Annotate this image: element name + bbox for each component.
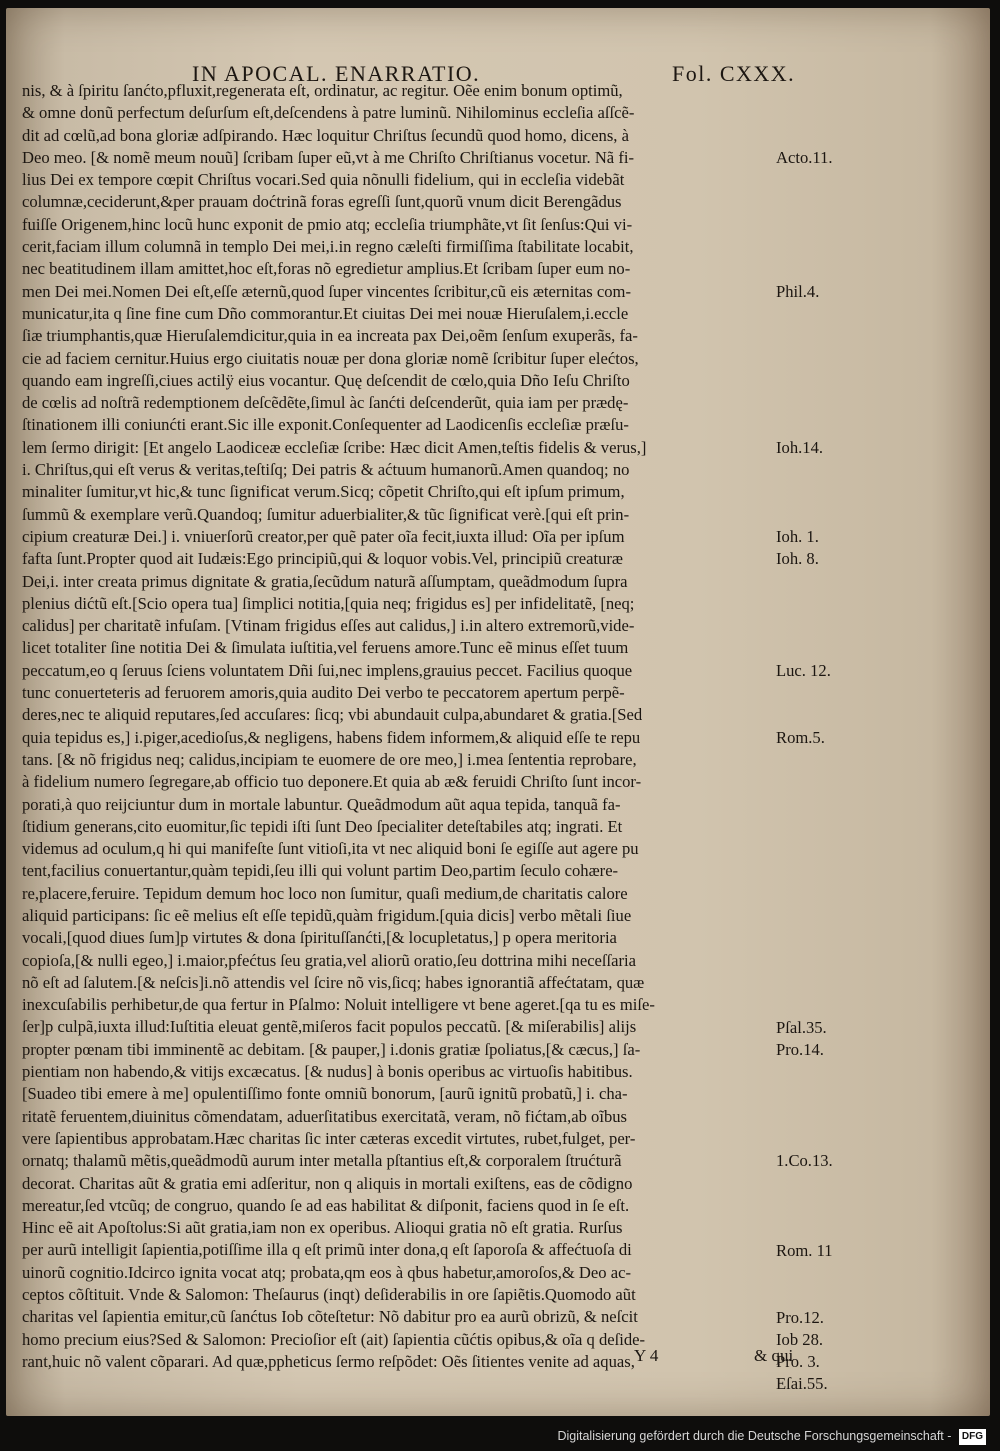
text-line: cerit,faciam illum columnã in templo Dei mei,i.in regno cæleſti firmiſſima ſtabilitate locabit, bbox=[22, 237, 634, 257]
text-line: inexcuſabilis perhibetur,de qua fertur in Pſalmo: Noluit intelligere vt bene ageret.[qa tu es miſe- bbox=[22, 995, 655, 1015]
text-line: ſiæ triumphantis,quæ Hieruſalemdicitur,quia in ea increata pax Dei,oẽm ſenſum exuperãs, fa- bbox=[22, 326, 638, 346]
marginal-note: Ioh. 8. bbox=[776, 549, 819, 569]
text-line: Dei,i. inter creata primus dignitate & gratia,ſecũdum naturã aſſumptam, queãdmodum ſupra bbox=[22, 571, 628, 591]
text-line: copioſa,[& nulli egeo,] i.maior,pfećtus ſeu gratia,vel aliorũ oratio,ſeu dottrina mihi neceſſaria bbox=[22, 950, 637, 970]
text-line: quia tepidus es,] i.piger,acedioſus,& negligens, habens fidem informem,& aliquid eſſe te repu bbox=[22, 727, 641, 747]
text-line: fuiſſe Origenem,hinc locũ hunc exponit de pmio atq; eccleſia triumphãte,vt ſit ſenſus:Qui vi- bbox=[22, 214, 633, 234]
catchword: & qui bbox=[754, 1346, 794, 1365]
marginal-note: Phil.4. bbox=[776, 281, 820, 301]
text-line: licet totaliter ſine notitia Dei & ſimulata iuſtitia,vel feruens amore.Tunc eẽ minus eſſet tuum bbox=[22, 638, 629, 658]
running-title: IN APOCAL. ENARRATIO. bbox=[192, 61, 481, 86]
text-line: Deo meo. [& nomẽ meum nouũ] ſcribam ſuper eũ,vt à me Chriſto Chriſtianus vocetur. Nã fi- bbox=[22, 147, 634, 167]
marginal-note: Acto.11. bbox=[776, 147, 833, 167]
text-line: ritatẽ feruentem,diuinitus cõmendatam, aduerſitatibus exercitatã, veram, nõ fićtam,ab oĩbus bbox=[22, 1106, 627, 1126]
text-line: plenius dićtũ eſt.[Scio opera tua] ſimplici notitia,[quia neq; frigidus es] per infidelitatẽ, [neq; bbox=[22, 593, 635, 613]
marginal-note: Iob 28. bbox=[776, 1329, 824, 1349]
text-line: tent,facilius conuertantur,quàm tepidi,ſeu illi qui volunt partim Deo,partim ſeculo cohære- bbox=[22, 861, 619, 881]
text-line: ſummũ & exemplare verũ.Quandoq; ſumitur aduerbialiter,& tũc ſignificat verè.[qui eſt prin- bbox=[22, 504, 630, 524]
marginal-note: Pro.14. bbox=[776, 1039, 824, 1059]
text-line: nec beatitudinem illam amittet,hoc eſt,foras nõ egredietur amplius.Et ſcribam ſuper eum no- bbox=[22, 259, 631, 279]
text-line: per aurũ intelligit ſapientia,potiſſime illa q eſt primũ inter dona,q eſt ſaporoſa & affećtuoſa di bbox=[22, 1240, 632, 1260]
text-line: aliquid participans: ſic eẽ melius eſt eſſe tepidũ,quàm frigidum.[quia dicis] verbo mẽtali ſiue bbox=[22, 905, 632, 925]
marginal-note: Pro.12. bbox=[776, 1307, 824, 1327]
text-line: [Suadeo tibi emere à me] opulentiſſimo fonte omniũ bonorum, [aurũ ignitũ probatũ,] i. cha- bbox=[22, 1084, 628, 1104]
text-line: calidus] per charitatẽ infuſam. [Vtinam frigidus eſſes aut calidus,] i.in altero extremorũ,vide- bbox=[22, 616, 635, 636]
text-line: cipium creaturæ Dei.] i. vniuerſorũ creator,per quẽ pater oĩa fecit,iuxta illud: Oĩa per ipſum bbox=[22, 526, 625, 546]
text-line: vere ſapientibus approbatam.Hæc charitas ſic inter cæteras excedit virtutes, rubet,fulget, per- bbox=[22, 1128, 636, 1148]
text-line: peccatum,eo q ſeruus ſciens voluntatem Dñi ſui,nec implens,grauius peccet. Facilius quoque bbox=[22, 660, 633, 680]
text-line: municatur,ita q ſine fine cum Dño commorantur.Et ciuitas Dei mei nouæ Hieruſalem,i.eccle bbox=[22, 303, 629, 323]
marginal-note: Rom. 11 bbox=[776, 1240, 833, 1260]
text-line: propter pœnam tibi imminentẽ ac debitam. [& pauper,] i.donis gratiæ ſpoliatus,[& cæcus,] ſa- bbox=[22, 1039, 641, 1059]
text-line: lius Dei ex tempore cœpit Chriſtus vocari.Sed quia nõnulli fidelium, qui in eccleſia videbãt bbox=[22, 170, 625, 190]
text-line: uinorũ cognitio.Idcirco ignita vocat atq; probata,qm eos à qbus habetur,amoroſos,& Deo ac- bbox=[22, 1262, 631, 1282]
text-line: pientiam non habendo,& vitijs excæcatus. [& nudus] à bonis operibus ac virtuoſis habitibus. bbox=[22, 1062, 633, 1082]
text-line: vocali,[quod diues ſum]p virtutes & dona ſpirituſſanćti,[& locupletatus,] p opera meritoria bbox=[22, 928, 617, 948]
marginal-note: 1.Co.13. bbox=[776, 1151, 833, 1171]
text-line: ceptos cõſtituit. Vnde & Salomon: Theſaurus (inqt) deſiderabilis in ore ſapiẽtis.Quomodo aũt bbox=[22, 1285, 636, 1305]
folio-number: Fol. CXXX. bbox=[672, 61, 796, 86]
text-line: minaliter ſumitur,vt hic,& tunc ſignificat verum.Sicq; cõpetit Chriſto,qui eſt ipſum primum, bbox=[22, 482, 625, 502]
book-page bbox=[6, 8, 990, 1416]
text-line: quando eam ingreſſi,ciues actilÿ eius vocantur. Quę deſcendit de cœlo,quia Dño Ieſu Chriſto bbox=[22, 370, 630, 390]
text-line: men Dei mei.Nomen Dei eſt,eſſe æternũ,quod ſuper vincentes ſcribitur,cũ eis æternitas com- bbox=[22, 281, 631, 301]
text-line: de cœlis ad noſtrã redemptionem deſcẽdẽte,ſimul àc ſanćti deſcenderũt, quia iam per prædę- bbox=[22, 393, 629, 413]
banner-text: Digitalisierung gefördert durch die Deutsche Forschungsgemeinschaft - bbox=[557, 1429, 952, 1443]
text-line: Hinc eẽ ait Apoſtolus:Si aũt gratia,iam non ex operibus. Alioqui gratia nõ eſt gratia. Rurſus bbox=[22, 1218, 623, 1238]
text-line: mereatur,ſed vtcũq; de congruo, quando ſe ad eas habilitat & diſponit, faciens quod in ſe eſt. bbox=[22, 1195, 630, 1215]
text-line: nis, & à ſpiritu ſanćto,pfluxit,regenerata eſt, ordinatur, ac regitur. Oẽe enim bonum optimũ, bbox=[22, 81, 623, 100]
text-line: lem ſermo dirigit: [Et angelo Laodiceæ eccleſiæ ſcribe: Hæc dicit Amen,teſtis fidelis & verus,] bbox=[22, 437, 647, 457]
text-line: columnæ,ceciderunt,&per prauam doćtrinã foras egreſſi ſunt,quorũ vnum dicit Berengãdus bbox=[22, 192, 622, 212]
marginal-note: Pſal.35. bbox=[776, 1017, 827, 1037]
text-line: ſer]p culpã,iuxta illud:Iuſtitia eleuat gentẽ,miſeros facit populos peccatũ. [& miſerabilis] alijs bbox=[22, 1017, 637, 1037]
marginal-note: Rom.5. bbox=[776, 727, 825, 747]
marginal-note: Eſai.55. bbox=[776, 1374, 828, 1394]
dfg-logo: DFG bbox=[959, 1429, 986, 1445]
marginal-note: Luc. 12. bbox=[776, 660, 831, 680]
text-line: ſtinationem illi coniunćti erant.Sic ille exponit.Conſequenter ad Laodicenſis eccleſiæ præſu- bbox=[22, 415, 629, 435]
text-line: porati,à quo reijciuntur dum in mortale labuntur. Queãdmodum aũt aqua tepida, tanquã fa- bbox=[22, 794, 621, 814]
text-line: rant,huic nõ valent cõparari. Ad quæ,ppheticus ſermo reſpõdet: Oẽs ſitientes venite ad aquas, bbox=[22, 1351, 635, 1371]
marginal-references bbox=[776, 80, 896, 1394]
text-line: homo precium eius?Sed & Salomon: Precioſior eſt (ait) ſapientia cũćtis opibus,& oĩa q deſide- bbox=[22, 1329, 646, 1349]
text-line: cie ad faciem cernitur.Huius ergo ciuitatis nouæ per dona gloriæ nomẽ ſcribitur ſuper elećtos, bbox=[22, 348, 639, 368]
signature-mark: Y 4 bbox=[634, 1346, 659, 1365]
text-line: re,placere,feruire. Tepidum demum hoc loco non ſumitur, quaſi medium,de charitatis calore bbox=[22, 883, 628, 903]
text-line: ornatq; thalamũ mẽtis,queãdmodũ aurum inter metalla pſtantius eſt,& corporalem ſtrućturã bbox=[22, 1151, 622, 1171]
text-line: videmus ad oculum,q hi qui manifeſte ſunt vitioſi,ita vt nec aliquid boni ſe egiſſe aut agere pu bbox=[22, 839, 639, 859]
text-line: & omne donũ perfectum deſurſum eſt,deſcendens à patre luminũ. Nihilominus eccleſia aſſcẽ- bbox=[22, 103, 635, 123]
marginal-note: Pro. 3. bbox=[776, 1352, 820, 1372]
text-line: dit ad cœlũ,ad bona gloriæ adſpirando. Hæc loquitur Chriſtus ſecundũ quod homo, dicens, à bbox=[22, 125, 629, 145]
main-text-block bbox=[22, 80, 792, 1373]
text-line: decorat. Charitas aũt & gratia emi adſeritur, non q aliquis in mortali exiſtens, eas de cõdigno bbox=[22, 1173, 633, 1193]
text-line: tunc conuerteteris ad feruorem amoris,quia audito Dei verbo te peccatorem apertum perpẽ- bbox=[22, 683, 625, 703]
text-line: à fidelium numero ſegregare,ab officio tuo deponere.Et quia ab æ& feruidi Chriſto ſunt incor- bbox=[22, 772, 642, 792]
text-line: ſtidium generans,cito euomitur,ſic tepidi iſti ſunt Deo ſpecialiter deteſtabiles atq; ingrati. Et bbox=[22, 816, 623, 836]
marginal-note: Ioh. 1. bbox=[776, 527, 819, 546]
text-line: tans. [& nõ frigidus neq; calidus,incipiam te euomere de ore meo,] i.mea ſententia reprobare, bbox=[22, 749, 637, 769]
text-line: deres,nec te aliquid reputares,ſed accuſares: ſicq; vbi abundauit culpa,abundaret & gratia.[Sed bbox=[22, 705, 643, 725]
digitization-banner bbox=[0, 1424, 986, 1448]
marginal-note: Ioh.14. bbox=[776, 437, 824, 457]
text-line: i. Chriſtus,qui eſt verus & veritas,teſtiſq; Dei patris & aćtuum humanorũ.Amen quandoq; no bbox=[22, 460, 630, 480]
text-line: charitas vel ſapientia emitur,cũ ſanćtus Iob cõteſtetur: Nõ dabitur pro ea aurũ obrizũ, & neſcit bbox=[22, 1307, 638, 1327]
text-line: nõ eſt ad ſalutem.[& neſcis]i.nõ attendis vel ſcire nõ vis,ſicq; habes ignorantiã affećtatam, quæ bbox=[22, 972, 645, 992]
text-line: fafta ſunt.Propter quod ait Iudæis:Ego principiũ,qui & loquor vobis.Vel, principiũ creaturæ bbox=[22, 549, 623, 569]
